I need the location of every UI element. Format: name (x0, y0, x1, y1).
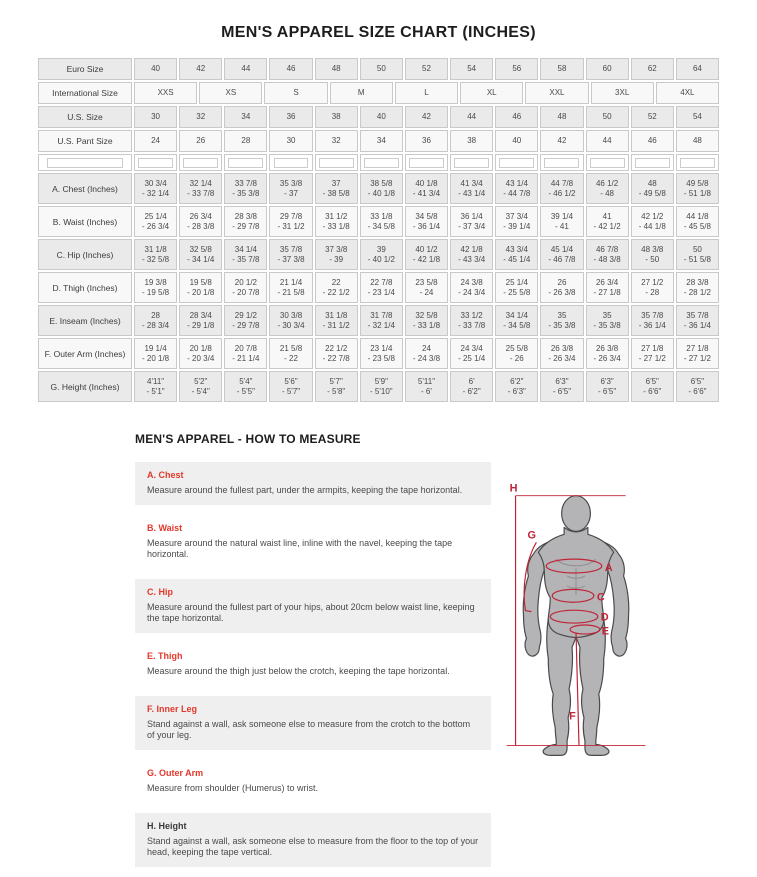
measurement-row (38, 272, 719, 303)
filter-cell (450, 154, 493, 171)
size-cell: 4XL (656, 82, 719, 104)
range-cell: 6'5" - 6'6" (631, 371, 674, 402)
right-leg (576, 619, 609, 756)
size-filter-input[interactable] (544, 158, 579, 168)
range-cell: 44 1/8 - 45 5/8 (676, 206, 719, 237)
range-cell: 22 1/2 - 22 7/8 (315, 338, 358, 369)
range-cell: 35 - 35 3/8 (586, 305, 629, 336)
range-cell: 33 7/8 - 35 3/8 (224, 173, 267, 204)
range-cell: 48 3/8 - 50 (631, 239, 674, 270)
size-filter-input[interactable] (635, 158, 670, 168)
range-cell: 23 1/4 - 23 5/8 (360, 338, 403, 369)
range-cell: 34 1/4 - 34 5/8 (495, 305, 538, 336)
size-cell: 36 (269, 106, 312, 128)
filter-cell (405, 154, 448, 171)
range-cell: 30 3/4 - 32 1/4 (134, 173, 177, 204)
size-cell: 46 (495, 106, 538, 128)
measure-block (135, 462, 491, 505)
row-label: B. Waist (Inches) (38, 206, 132, 237)
range-cell: 35 3/8 - 37 (269, 173, 312, 204)
size-filter-input[interactable] (228, 158, 263, 168)
size-filter-input[interactable] (680, 158, 715, 168)
range-cell: 50 - 51 5/8 (676, 239, 719, 270)
measurement-row (38, 206, 719, 237)
row-label: C. Hip (Inches) (38, 239, 132, 270)
measure-label: A. Chest (147, 470, 184, 480)
range-cell: 21 5/8 - 22 (269, 338, 312, 369)
range-cell: 36 1/4 - 37 3/4 (450, 206, 493, 237)
range-cell: 26 3/4 - 28 3/8 (179, 206, 222, 237)
size-cell: 48 (540, 106, 583, 128)
measure-text: Stand against a wall, ask someone else to measure from the floor to the top of your head, keeping the tape vertical. (147, 836, 479, 857)
range-cell: 5'2" - 5'4" (179, 371, 222, 402)
size-filter-input[interactable] (454, 158, 489, 168)
size-filter-input[interactable] (138, 158, 173, 168)
range-cell: 39 - 40 1/2 (360, 239, 403, 270)
range-cell: 37 - 38 5/8 (315, 173, 358, 204)
size-cell: L (395, 82, 458, 104)
size-filter-input[interactable] (409, 158, 444, 168)
size-cell: 48 (676, 130, 719, 152)
measure-label: E. Thigh (147, 651, 183, 661)
size-cell: XXL (525, 82, 588, 104)
range-cell: 26 3/4 - 27 1/8 (586, 272, 629, 303)
filter-cell (179, 154, 222, 171)
range-cell: 43 1/4 - 44 7/8 (495, 173, 538, 204)
size-cell: XXS (134, 82, 197, 104)
range-cell: 32 5/8 - 34 1/4 (179, 239, 222, 270)
range-cell: 42 1/2 - 44 1/8 (631, 206, 674, 237)
range-cell: 22 - 22 1/2 (315, 272, 358, 303)
size-cell: XS (199, 82, 262, 104)
range-cell: 19 1/4 - 20 1/8 (134, 338, 177, 369)
range-cell: 37 3/8 - 39 (315, 239, 358, 270)
measure-block (135, 579, 491, 633)
size-cell: 34 (360, 130, 403, 152)
row-label: A. Chest (Inches) (38, 173, 132, 204)
size-cell: 52 (405, 58, 448, 80)
range-cell: 26 3/8 - 26 3/4 (586, 338, 629, 369)
measure-text: Measure around the fullest part, under the armpits, keeping the tape horizontal. (147, 485, 463, 495)
range-cell: 21 1/4 - 21 5/8 (269, 272, 312, 303)
size-row-us_pant (38, 130, 719, 152)
size-row-international (38, 82, 719, 104)
size-cell: 36 (405, 130, 448, 152)
filter-cell (134, 154, 177, 171)
size-chart-table (38, 58, 719, 402)
size-cell: 40 (134, 58, 177, 80)
range-cell: 31 1/8 - 32 5/8 (134, 239, 177, 270)
diagram-label-f: F (569, 710, 576, 723)
measure-label: G. Outer Arm (147, 768, 204, 778)
range-cell: 26 - 26 3/8 (540, 272, 583, 303)
measure-block (135, 515, 491, 569)
size-cell: 26 (179, 130, 222, 152)
range-cell: 41 - 42 1/2 (586, 206, 629, 237)
range-cell: 24 - 24 3/8 (405, 338, 448, 369)
range-cell: 27 1/8 - 27 1/2 (631, 338, 674, 369)
size-cell: 46 (269, 58, 312, 80)
measure-label: B. Waist (147, 523, 183, 533)
range-cell: 28 3/8 - 28 1/2 (676, 272, 719, 303)
range-cell: 24 3/8 - 24 3/4 (450, 272, 493, 303)
range-cell: 28 3/4 - 29 1/8 (179, 305, 222, 336)
measurement-row (38, 371, 719, 402)
range-cell: 29 1/2 - 29 7/8 (224, 305, 267, 336)
range-cell: 5'6" - 5'7" (269, 371, 312, 402)
range-cell: 35 - 35 3/8 (540, 305, 583, 336)
range-cell: 40 1/2 - 42 1/8 (405, 239, 448, 270)
size-cell: 38 (315, 106, 358, 128)
measure-block (135, 813, 491, 867)
size-cell: 62 (631, 58, 674, 80)
size-cell: 64 (676, 58, 719, 80)
row-label: U.S. Size (38, 106, 132, 128)
size-cell: 30 (269, 130, 312, 152)
range-cell: 6'3" - 6'5" (586, 371, 629, 402)
range-cell: 43 3/4 - 45 1/4 (495, 239, 538, 270)
range-cell: 38 5/8 - 40 1/8 (360, 173, 403, 204)
range-cell: 20 1/2 - 20 7/8 (224, 272, 267, 303)
size-row-euro (38, 58, 719, 80)
range-cell: 25 1/4 - 25 5/8 (495, 272, 538, 303)
filter-cell (269, 154, 312, 171)
head (562, 496, 591, 532)
range-cell: 28 3/8 - 29 7/8 (224, 206, 267, 237)
body-measurement-diagram (497, 462, 659, 794)
range-cell: 5'9" - 5'10" (360, 371, 403, 402)
range-cell: 27 1/2 - 28 (631, 272, 674, 303)
range-cell: 6'2" - 6'3" (495, 371, 538, 402)
range-cell: 20 1/8 - 20 3/4 (179, 338, 222, 369)
range-cell: 24 3/4 - 25 1/4 (450, 338, 493, 369)
diagram-label-e: E (601, 625, 610, 638)
left-leg (543, 619, 576, 756)
measurement-row (38, 173, 719, 204)
measure-block (135, 696, 491, 750)
row-label: G. Height (Inches) (38, 371, 132, 402)
measurement-row (38, 305, 719, 336)
range-cell: 32 5/8 - 33 1/8 (405, 305, 448, 336)
measurement-row (38, 338, 719, 369)
range-cell: 42 1/8 - 43 3/4 (450, 239, 493, 270)
size-cell: 3XL (591, 82, 654, 104)
measurement-row (38, 239, 719, 270)
measure-block (135, 760, 491, 803)
range-cell: 32 1/4 - 33 7/8 (179, 173, 222, 204)
size-cell: 44 (450, 106, 493, 128)
row-label: F. Outer Arm (Inches) (38, 338, 132, 369)
size-cell: 30 (134, 106, 177, 128)
size-cell: 60 (586, 58, 629, 80)
size-cell: 42 (179, 58, 222, 80)
range-cell: 4'11" - 5'1" (134, 371, 177, 402)
measure-text: Measure from shoulder (Humerus) to wrist. (147, 783, 319, 793)
range-cell: 37 3/4 - 39 1/4 (495, 206, 538, 237)
filter-cell (360, 154, 403, 171)
diagram-label-g: G (527, 529, 536, 542)
range-cell: 5'11" - 6' (405, 371, 448, 402)
size-cell: 54 (450, 58, 493, 80)
measure-label: C. Hip (147, 587, 173, 597)
range-cell: 48 - 49 5/8 (631, 173, 674, 204)
range-cell: 35 7/8 - 37 3/8 (269, 239, 312, 270)
row-label: Euro Size (38, 58, 132, 80)
measure-instructions-list (135, 462, 491, 877)
size-cell: 24 (134, 130, 177, 152)
range-cell: 26 3/8 - 26 3/4 (540, 338, 583, 369)
size-filter-input[interactable] (590, 158, 625, 168)
size-cell: M (330, 82, 393, 104)
range-cell: 45 1/4 - 46 7/8 (540, 239, 583, 270)
filter-cell (495, 154, 538, 171)
size-cell: 32 (179, 106, 222, 128)
size-cell: 38 (450, 130, 493, 152)
size-cell: 42 (405, 106, 448, 128)
filter-cell (38, 154, 132, 171)
range-cell: 49 5/8 - 51 1/8 (676, 173, 719, 204)
size-filter-input[interactable] (183, 158, 218, 168)
filter-cell (586, 154, 629, 171)
range-cell: 44 7/8 - 46 1/2 (540, 173, 583, 204)
range-cell: 22 7/8 - 23 1/4 (360, 272, 403, 303)
range-cell: 34 5/8 - 36 1/4 (405, 206, 448, 237)
international-sizes (134, 82, 719, 104)
measure-text: Measure around the thigh just below the crotch, keeping the tape horizontal. (147, 666, 450, 676)
diagram-label-a: A (604, 562, 613, 575)
measure-block (135, 643, 491, 686)
range-cell: 5'7" - 5'8" (315, 371, 358, 402)
size-filter-input[interactable] (319, 158, 354, 168)
range-cell: 41 3/4 - 43 1/4 (450, 173, 493, 204)
how-to-measure-section (135, 432, 659, 877)
size-cell: 56 (495, 58, 538, 80)
size-cell: 50 (586, 106, 629, 128)
range-cell: 34 1/4 - 35 7/8 (224, 239, 267, 270)
range-cell: 19 3/8 - 19 5/8 (134, 272, 177, 303)
range-cell: 39 1/4 - 41 (540, 206, 583, 237)
size-cell: 46 (631, 130, 674, 152)
size-filter-row (38, 154, 719, 171)
row-label: E. Inseam (Inches) (38, 305, 132, 336)
range-cell: 5'4" - 5'5" (224, 371, 267, 402)
figure-column (497, 462, 659, 877)
size-filter-input[interactable] (364, 158, 399, 168)
range-cell: 27 1/8 - 27 1/2 (676, 338, 719, 369)
size-chart-title: MEN'S APPAREL SIZE CHART (INCHES) (221, 24, 536, 41)
range-cell: 31 7/8 - 32 1/4 (360, 305, 403, 336)
row-label: International Size (38, 82, 132, 104)
size-cell: 48 (315, 58, 358, 80)
measure-text: Measure around the natural waist line, inline with the navel, keeping the tape horizontal. (147, 538, 453, 559)
filter-cell (676, 154, 719, 171)
measure-label: H. Height (147, 821, 187, 831)
row-label: U.S. Pant Size (38, 130, 132, 152)
range-cell: 25 5/8 - 26 (495, 338, 538, 369)
size-filter-input[interactable] (47, 158, 123, 168)
size-cell: 40 (495, 130, 538, 152)
size-cell: 50 (360, 58, 403, 80)
range-cell: 6'3" - 6'5" (540, 371, 583, 402)
measure-text: Measure around the fullest part of your hips, about 20cm below waist line, keeping the tape horizontal. (147, 602, 475, 623)
range-cell: 19 5/8 - 20 1/8 (179, 272, 222, 303)
range-cell: 29 7/8 - 31 1/2 (269, 206, 312, 237)
inner-leg-measure-line (576, 632, 579, 745)
range-cell: 33 1/2 - 33 7/8 (450, 305, 493, 336)
range-cell: 35 7/8 - 36 1/4 (631, 305, 674, 336)
measure-text: Stand against a wall, ask someone else to measure from the crotch to the bottom of your leg. (147, 719, 471, 740)
range-cell: 46 7/8 - 48 3/8 (586, 239, 629, 270)
size-filter-input[interactable] (274, 158, 309, 168)
diagram-label-h: H (509, 482, 518, 495)
size-cell: 44 (586, 130, 629, 152)
range-cell: 31 1/2 - 33 1/8 (315, 206, 358, 237)
range-cell: 46 1/2 - 48 (586, 173, 629, 204)
filter-cell (224, 154, 267, 171)
size-row-us_size (38, 106, 719, 128)
filter-cell (631, 154, 674, 171)
size-cell: XL (460, 82, 523, 104)
size-cell: 34 (224, 106, 267, 128)
range-cell: 28 - 28 3/4 (134, 305, 177, 336)
range-cell: 20 7/8 - 21 1/4 (224, 338, 267, 369)
diagram-label-c: C (596, 591, 605, 604)
range-cell: 6'5" - 6'6" (676, 371, 719, 402)
size-cell: 44 (224, 58, 267, 80)
range-cell: 33 1/8 - 34 5/8 (360, 206, 403, 237)
size-cell: 28 (224, 130, 267, 152)
range-cell: 40 1/8 - 41 3/4 (405, 173, 448, 204)
size-chart-section (0, 0, 757, 402)
size-cell: 42 (540, 130, 583, 152)
range-cell: 23 5/8 - 24 (405, 272, 448, 303)
size-cell: 58 (540, 58, 583, 80)
size-cell: S (264, 82, 327, 104)
diagram-label-d: D (600, 611, 609, 624)
size-cell: 32 (315, 130, 358, 152)
range-cell: 35 7/8 - 36 1/4 (676, 305, 719, 336)
measure-label: F. Inner Leg (147, 704, 198, 714)
filter-cell (540, 154, 583, 171)
how-to-measure-title: MEN'S APPAREL - HOW TO MEASURE (135, 432, 361, 446)
size-filter-input[interactable] (499, 158, 534, 168)
range-cell: 25 1/4 - 26 3/4 (134, 206, 177, 237)
row-label: D. Thigh (Inches) (38, 272, 132, 303)
filter-cell (315, 154, 358, 171)
range-cell: 6' - 6'2" (450, 371, 493, 402)
size-cell: 54 (676, 106, 719, 128)
range-cell: 30 3/8 - 30 3/4 (269, 305, 312, 336)
size-cell: 52 (631, 106, 674, 128)
size-cell: 40 (360, 106, 403, 128)
range-cell: 31 1/8 - 31 1/2 (315, 305, 358, 336)
